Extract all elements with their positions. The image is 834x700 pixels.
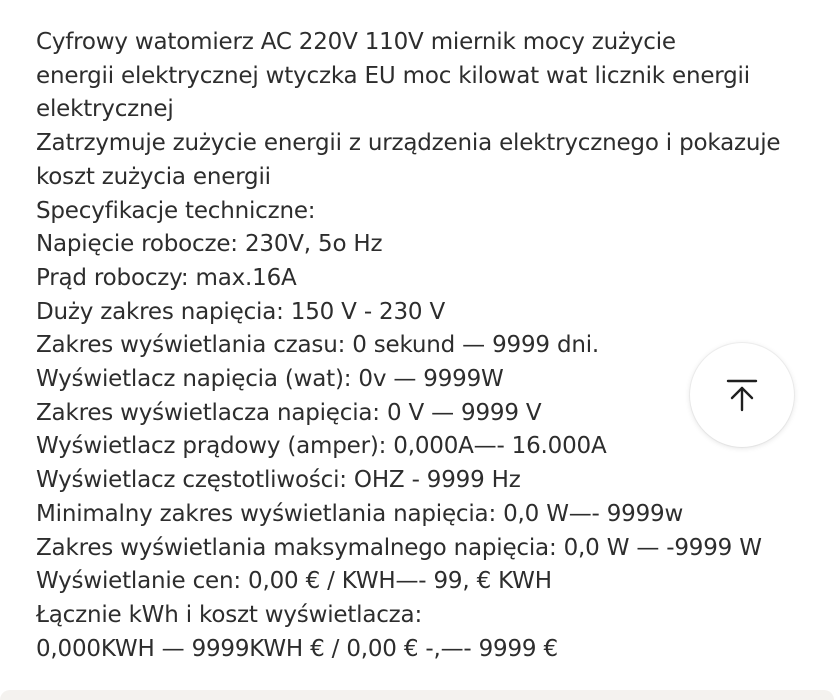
description-line: Prąd roboczy: max.16A bbox=[36, 264, 297, 291]
description-line: Minimalny zakres wyświetlania napięcia: 0,0 W—- 9999w bbox=[36, 500, 684, 527]
bottom-sheet-edge bbox=[0, 690, 834, 700]
description-line: Zakres wyświetlania maksymalnego napięcia: 0,0 W — -9999 W bbox=[36, 534, 762, 561]
scroll-to-top-button[interactable] bbox=[690, 343, 794, 447]
description-line: Wyświetlacz napięcia (wat): 0v — 9999W bbox=[36, 366, 504, 393]
description-line: energii elektrycznej wtyczka EU moc kilowat wat licznik energii bbox=[36, 62, 750, 89]
description-line: Zakres wyświetlacza napięcia: 0 V — 9999 V bbox=[36, 399, 542, 426]
description-line: Zatrzymuje zużycie energii z urządzenia elektrycznego i pokazuje bbox=[36, 130, 781, 157]
description-line: 0,000KWH — 9999KWH € / 0,00 € -,—- 9999 € bbox=[36, 635, 558, 662]
description-line: elektrycznej bbox=[36, 96, 174, 123]
description-line: Cyfrowy watomierz AC 220V 110V miernik mocy zużycie bbox=[36, 29, 676, 55]
product-description bbox=[36, 26, 816, 666]
description-line: Wyświetlanie cen: 0,00 € / KWH—- 99, € KWH bbox=[36, 568, 552, 595]
arrow-up-to-line-icon bbox=[724, 377, 760, 413]
description-line: Wyświetlacz częstotliwości: OHZ - 9999 Hz bbox=[36, 467, 521, 494]
description-line: Specyfikacje techniczne: bbox=[36, 197, 316, 224]
description-line: Zakres wyświetlania czasu: 0 sekund — 9999 dni. bbox=[36, 332, 600, 359]
description-line: Duży zakres napięcia: 150 V - 230 V bbox=[36, 298, 445, 325]
description-line: Łącznie kWh i koszt wyświetlacza: bbox=[36, 601, 422, 628]
description-line: Napięcie robocze: 230V, 5o Hz bbox=[36, 231, 383, 258]
description-line: koszt zużycia energii bbox=[36, 163, 271, 190]
description-line: Wyświetlacz prądowy (amper): 0,000A—- 16.000A bbox=[36, 433, 607, 460]
